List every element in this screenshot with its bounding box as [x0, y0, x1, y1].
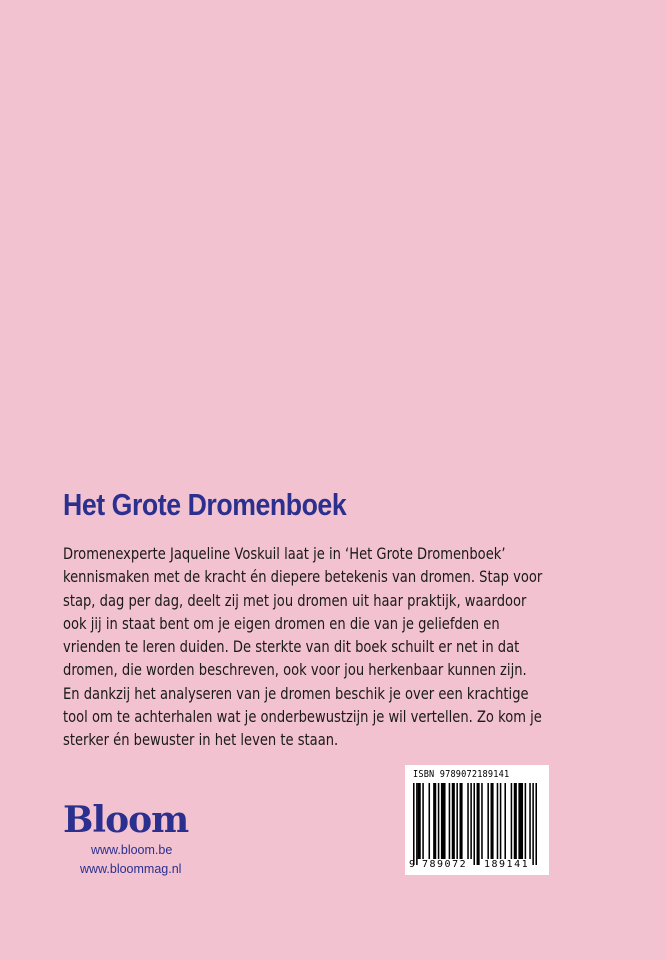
barcode-bars	[411, 783, 543, 865]
barcode-digits-left: 789072	[422, 859, 468, 870]
isbn-barcode	[405, 765, 549, 875]
barcode-bar	[481, 783, 483, 859]
barcode-bar	[500, 783, 502, 859]
barcode-bar	[449, 783, 451, 859]
barcode-bar	[525, 783, 527, 859]
blurb-line: kennismaken met de kracht én diepere betekenis van dromen. Stap voor	[63, 568, 543, 587]
barcode-bar	[518, 783, 523, 859]
blurb-line: vrienden te leren duiden. De sterkte van dit boek schuilt er net in dat	[63, 638, 520, 657]
barcode-bar	[529, 783, 531, 859]
barcode-bar	[433, 783, 436, 859]
blurb-line: stap, dag per dag, deelt zij met jou dromen uit haar praktijk, waardoor	[63, 591, 527, 610]
blurb-line: dromen, die worden beschreven, ook voor jou herkenbaar kunnen zijn.	[63, 661, 527, 680]
barcode-bar	[473, 783, 475, 865]
barcode-bar	[441, 783, 446, 859]
book-title: Het Grote Dromenboek	[63, 487, 347, 522]
book-blurb	[63, 543, 543, 753]
barcode-bar	[416, 783, 418, 865]
barcode-bar	[452, 783, 455, 859]
barcode-bar	[497, 783, 499, 859]
barcode-bar	[422, 783, 424, 859]
barcode-bar	[467, 783, 469, 859]
publisher-url-nl[interactable]: www.bloommag.nl	[80, 862, 182, 876]
blurb-line: En dankzij het analyseren van je dromen beschik je over een krachtige	[63, 684, 529, 703]
barcode-bar	[438, 783, 440, 859]
barcode-bar	[456, 783, 458, 859]
barcode-bar	[532, 783, 534, 865]
barcode-bar	[487, 783, 489, 859]
barcode-bar	[413, 783, 415, 865]
barcode-bar	[418, 783, 421, 859]
barcode-digit-first: 9	[409, 859, 416, 870]
blurb-line: sterker én bewuster in het leven te staan.	[63, 731, 339, 750]
barcode-bar	[477, 783, 480, 865]
publisher-url-be[interactable]: www.bloom.be	[91, 843, 173, 857]
isbn-label: ISBN 9789072189141	[413, 769, 510, 780]
barcode-bar	[535, 783, 537, 865]
blurb-line: ook jij in staat bent om je eigen dromen en die van je geliefden en	[63, 614, 500, 633]
barcode-bar	[460, 783, 463, 859]
blurb-line: Dromenexperte Jaqueline Voskuil laat je in ‘Het Grote Dromenboek’	[63, 545, 506, 563]
blurb-line: tool om te achterhalen wat je onderbewustzijn je wil vertellen. Zo kom je	[63, 708, 542, 727]
barcode-bar	[504, 783, 506, 859]
barcode-bar	[429, 783, 431, 859]
barcode-bar	[491, 783, 494, 859]
barcode-digits-right: 189141	[484, 859, 530, 870]
barcode-bar	[511, 783, 513, 859]
barcode-bar	[470, 783, 472, 859]
publisher-logo: Bloom	[63, 799, 189, 841]
barcode-bar	[514, 783, 517, 859]
